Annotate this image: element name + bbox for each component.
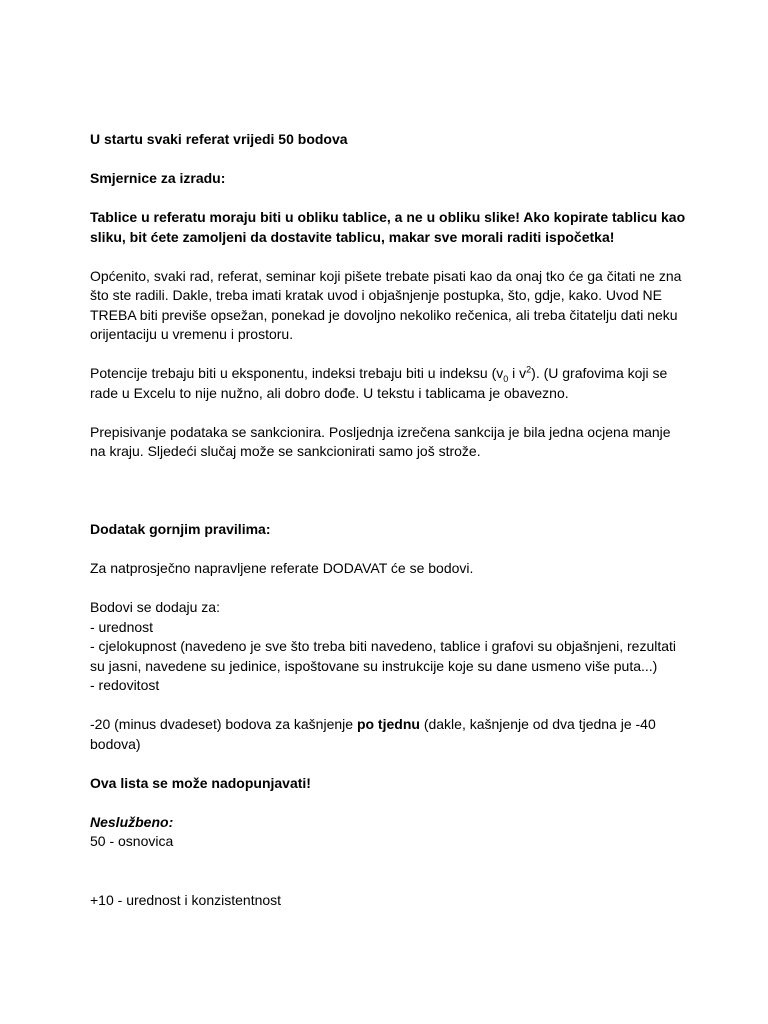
points-list (90, 598, 690, 696)
guidelines-heading: Smjernice za izradu: (90, 170, 226, 186)
general-paragraph: Općenito, svaki rad, referat, seminar koji pišete trebate pisati kao da onaj tko će ga čitati ne zna što ste radili. Dakle, treba imati kratak uvod i objašnjenje postupka, što, gdje, kako. Uvod NE TREBA biti previše opsežan, ponekad je dovoljno nekoliko rečenica, ali treba čitatelju dati neku orijentaciju u vremenu i prostoru. (90, 267, 682, 342)
powers-text-2: i v (508, 365, 527, 381)
powers-text-1: Potencije trebaju biti u eksponentu, indeksi trebaju biti u indeksu (v (90, 365, 504, 381)
lateness-text-1: -20 (minus dvadeset) bodova za kašnjenje (90, 716, 357, 732)
subscript-index: 0 (503, 373, 509, 384)
base-line: 50 - osnovica (90, 833, 174, 849)
unofficial-label: Neslužbeno: (90, 813, 174, 830)
copying-paragraph: Prepisivanje podataka se sankcionira. Posljednja izrečena sankcija je bila jedna ocjena manje na kraju. Sljedeći slučaj može se sankcionirati samo još strože. (90, 423, 671, 459)
bonus-line: +10 - urednost i konzistentnost (90, 891, 282, 908)
above-average-line: Za natprosječno napravljene referate DODAVAT će se bodovi. (90, 560, 474, 576)
list-item: - redovitost (90, 677, 160, 693)
intro-line: U startu svaki referat vrijedi 50 bodova (90, 131, 348, 147)
document-page (90, 130, 690, 910)
superscript-exponent: 2 (526, 364, 532, 375)
list-item: - urednost (90, 618, 154, 635)
addendum-heading: Dodatak gornjim pravilima: (90, 521, 271, 537)
powers-paragraph (90, 364, 690, 403)
powers-text-3: ). (U grafovima koji se rade u Excelu to nije nužno, ali dobro dođe. U tekstu i tablicama je obavezno. (90, 365, 668, 401)
list-item: - cjelokupnost (navedeno je sve što treba biti navedeno, tablice i grafovi su objašnjeni, rezultati su jasni, navedene su jedinice, ispoštovane su instrukcije koje su dane usmeno više puta...) (90, 638, 677, 674)
lateness-paragraph (90, 715, 690, 754)
lateness-text-2: (dakle, kašnjenje od dva tjedna je -40 bodova) (90, 716, 656, 752)
points-intro: Bodovi se dodaju za: (90, 599, 220, 615)
lateness-bold: po tjednu (356, 716, 420, 732)
tables-rule-paragraph: Tablice u referatu moraju biti u obliku tablice, a ne u obliku slike! Ako kopirate tablicu kao sliku, bit ćete zamoljeni da dostavite tablicu, makar sve morali raditi ispočetka! (90, 209, 686, 245)
list-note: Ova lista se može nadopunjavati! (90, 774, 311, 791)
